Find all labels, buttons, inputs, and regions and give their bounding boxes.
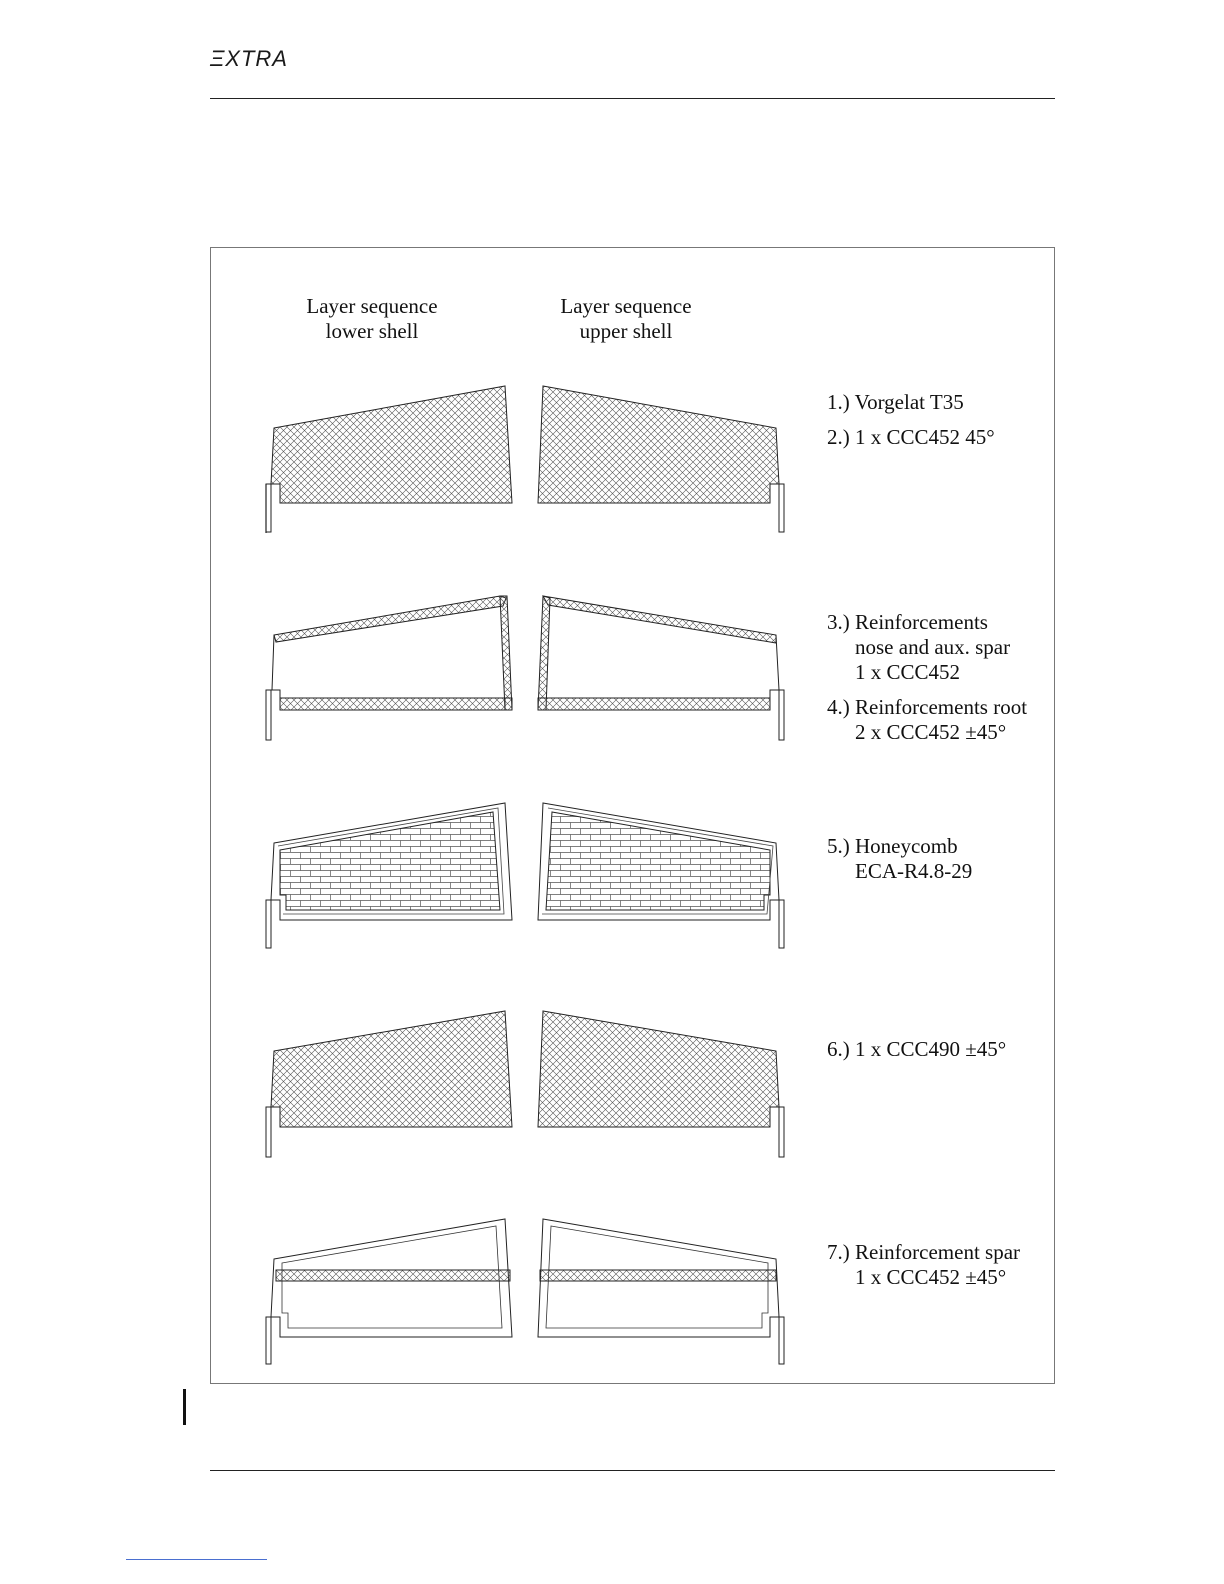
lower-shell-heading-line1: Layer sequence	[306, 294, 438, 318]
legend-step3-line2: nose and aux. spar	[855, 635, 1011, 659]
legend-step6: 6.) 1 x CCC490 ±45°	[827, 1037, 1007, 1061]
footer-rule	[210, 1470, 1055, 1471]
legend-step7-line2: 1 x CCC452 ±45°	[855, 1265, 1007, 1289]
legend-row1	[827, 390, 995, 450]
legend-step3-line3: 1 x CCC452	[855, 660, 961, 684]
row3-lower-shell	[266, 803, 512, 948]
legend-step4-line1: 4.) Reinforcements root	[827, 695, 1028, 719]
upper-shell-heading-line1: Layer sequence	[560, 294, 692, 318]
row4-upper-shell	[538, 1011, 784, 1157]
legend-row5	[827, 1240, 1020, 1290]
revision-change-bar	[183, 1389, 186, 1425]
legend-step2: 2.) 1 x CCC452 45°	[827, 425, 995, 449]
row2-lower-shell	[266, 596, 512, 740]
legend-step1: 1.) Vorgelat T35	[827, 390, 964, 414]
row1-lower-shell	[266, 386, 512, 533]
row4-lower-shell	[266, 1011, 512, 1157]
row5-upper-shell	[538, 1219, 784, 1364]
footer-link-underline	[126, 1559, 267, 1560]
extra-logo: ΞXTRA	[210, 46, 288, 71]
row5-lower-shell	[266, 1219, 512, 1364]
row1-upper-shell	[538, 386, 784, 532]
legend-step5-line2: ECA-R4.8-29	[855, 859, 973, 883]
legend-row2	[827, 610, 1027, 745]
legend-row3	[827, 834, 972, 884]
row3-upper-shell	[538, 803, 784, 948]
legend-step4-line2: 2 x CCC452 ±45°	[855, 720, 1007, 744]
legend-step5-line1: 5.) Honeycomb	[827, 834, 958, 858]
legend-step7-line1: 7.) Reinforcement spar	[827, 1240, 1021, 1264]
upper-shell-heading-line2: upper shell	[579, 319, 673, 343]
legend-step3-line1: 3.) Reinforcements	[827, 610, 988, 634]
lower-shell-heading-line2: lower shell	[325, 319, 419, 343]
legend-row4	[827, 1037, 1006, 1062]
row2-upper-shell	[538, 596, 784, 740]
